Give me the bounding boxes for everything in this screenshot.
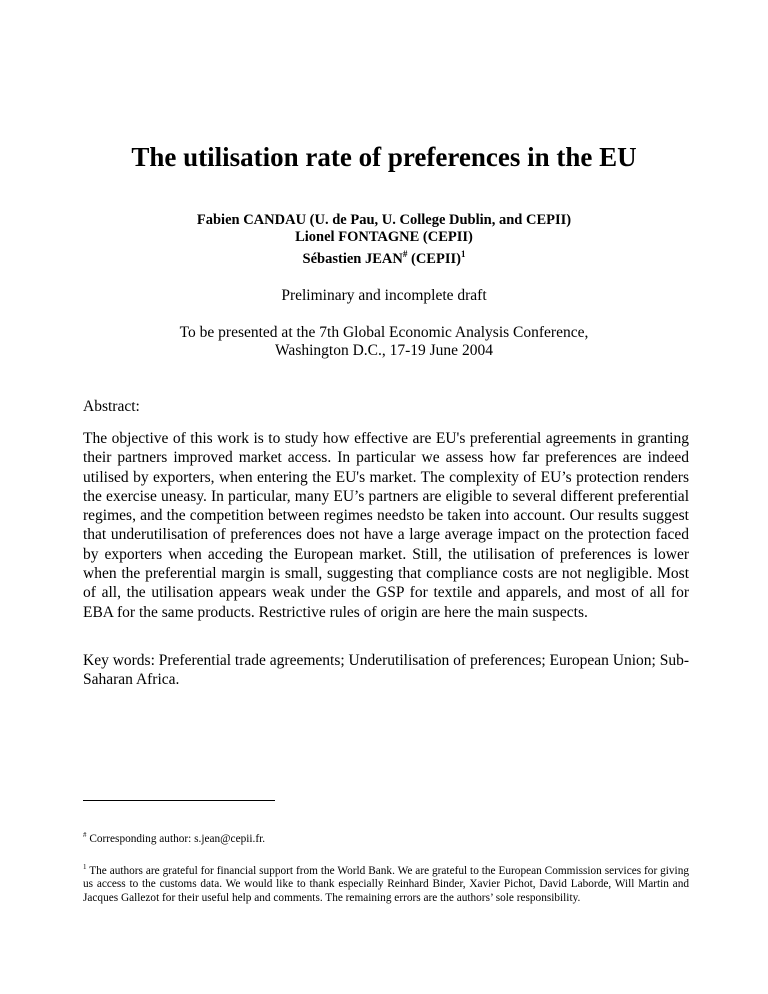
footnote-corresponding: # Corresponding author: s.jean@cepii.fr.: [83, 831, 266, 845]
abstract-label: Abstract:: [83, 398, 140, 415]
abstract-text: The objective of this work is to study how effective are EU's preferential agreements in granting their partners improved market access. In particular we assess how far preferences are indeed utilised by exporters, when entering the EU's market. The complexity of EU’s protection renders the exercise uneasy. In particular, many EU’s partners are eligible to several different preferential regimes, and the competition between regimes needsto be taken into account. Our results suggest that underutilisation of preferences does not have a large average impact on the protection faced by exporters when acceding the European market. Still, the utilisation of preferences is lower when the preferential margin is small, suggesting that compliance costs are not negligible. Most of all, the utilisation appears weak under the GSP for textile and apparels, and most of all for EBA for the same products. Restrictive rules of origin are here the main suspects.: [83, 430, 689, 621]
author-fontagne: Lionel FONTAGNE (CEPII): [295, 229, 473, 245]
author-list: [0, 212, 768, 268]
footnote-mark: 1: [460, 249, 466, 259]
author-jean: Sébastien JEAN# (CEPII)$^1$: [302, 249, 466, 267]
footnote-mark: #: [402, 249, 408, 259]
keywords: Key words: Preferential trade agreements; Underutilisation of preferences; European Union; Sub-Saharan Africa.: [83, 652, 690, 689]
author-candau: Fabien CANDAU (U. de Pau, U. College Dublin, and CEPII): [196, 212, 572, 228]
presentation-note: To be presented at the 7th Global Economic Analysis Conference, Washington D.C., 17-19 June 2004: [179, 324, 589, 359]
draft-status: Preliminary and incomplete draft: [281, 287, 487, 304]
footnote-divider: [83, 800, 275, 801]
footnote-acknowledgements: $^1$ The authors are grateful for financial support from the World Bank. We are grateful to the European Commission services for giving us access to the customs data. We would like to thank especially Reinhard Binder, Xavier Pichot, David Laborde, Will Martin and Jacques Gallezot for their useful help and comments. The remaining errors are the authors’ sole responsibility.: [83, 863, 689, 904]
paper-title: The utilisation rate of preferences in the EU: [131, 142, 637, 172]
